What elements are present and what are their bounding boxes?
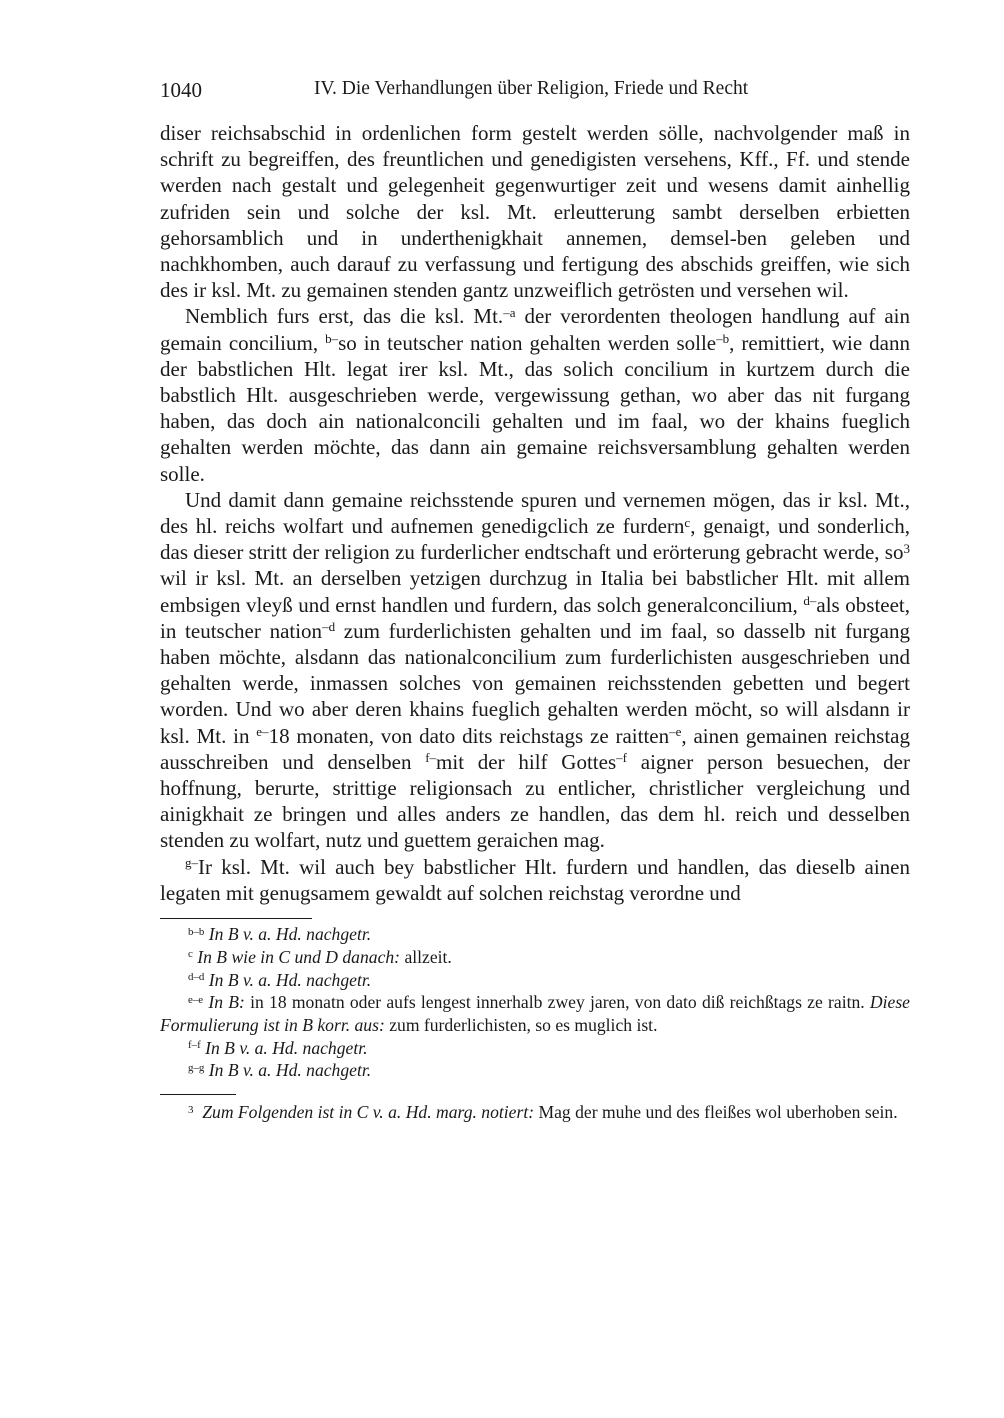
footnote-text: in 18 monatn oder aufs lengest innerhalb zwey jaren, von dato diß reichßtags ze raitn. — [244, 992, 870, 1013]
footnote-mark: c — [684, 514, 691, 530]
text-run: diser reichsabschid in ordenlichen form gestelt werden sölle, nachvolgender maß in schrift zu begreiffen, des freuntlichen und genedigisten versehens, Kff., Ff. und stende werden nach gestalt und gelegenheit gegenwurtiger zeit und wesens damit ainhellig zufriden sein und solche der ksl. Mt. erleutterung sambt derselben erbietten gehorsamblich und in underthenigkhait annemen, demsel-ben geleben und nachkhomben, auch darauf zu verfassung und fertigung des abschids greiffen, wie sich des ir ksl. Mt. zu gemainen stenden gantz unzweiflich getrösten und versehen wil. — [160, 121, 910, 303]
footnote-italic: In B v. a. Hd. nachgetr. — [208, 1060, 372, 1081]
text-run: der verordenten theologen handlung auf ain gemain concilium, — [160, 304, 910, 355]
text-run: zum furderlichisten gehalten und im faal, so dasselb nit furgang haben möchte, alsdann das nationalconcilium zum furderlichisten ausgeschrieben und gehalten werde, inmassen solches von gemainen reichsstenden gebetten und begert worden. Und wo aber deren khains fueglich gehalten werden möcht, so will alsdann ir ksl. Mt. in — [160, 618, 910, 748]
footnote-mark: f– — [425, 750, 437, 766]
text-run: wil ir ksl. Mt. an derselben yetzigen durchzug in Italia bei babstlicher Hlt. mit allem embsigen vleyß und ernst handlen und furdern, das solch generalconcilium, — [160, 566, 910, 617]
footnote-label: f–f — [188, 1039, 201, 1052]
footnote-mark: 3 — [903, 540, 910, 556]
footnote-italic: In B v. a. Hd. nachgetr. — [208, 969, 372, 990]
text-run: , ainen gemainen reichstag ausschreiben und denselben — [160, 723, 911, 774]
text-run: , remittiert, wie dann der babstlichen Hlt. legat irer ksl. Mt., das solich concilium in kurtzem durch die babstlich Hlt. ausgeschrieben werde, vergewissung gethan, wo aber das nit furgang haben, das doch ain nationalconcili gehalten und im faal, wo der khains fueglich gehalten werden möchte, das dann ain gemaine reichsversamblung gehalten werden solle. — [160, 330, 911, 486]
footnote-label: b–b — [188, 925, 205, 938]
footnote-italic: In B v. a. Hd. nachgetr. — [208, 924, 372, 945]
text-run: als obsteet, in teutscher nation — [160, 592, 911, 643]
footnote-text: Mag der muhe und des fleißes wol uberhoben sein. — [534, 1102, 898, 1123]
footnote-label: c — [188, 948, 193, 961]
running-title: IV. Die Verhandlungen über Religion, Friede und Recht — [314, 78, 749, 99]
page-number: 1040 — [160, 78, 202, 102]
text-run: , genaigt, und sonderlich, das dieser stritt der religion zu furderlicher endtschaft und erörterung gebracht werde, so — [160, 514, 910, 565]
paragraph — [160, 120, 910, 303]
footnote-mark: –e — [669, 724, 682, 740]
text-run: so in teutscher nation gehalten werden solle — [338, 330, 717, 355]
text-run: aigner person besuechen, der hoffnung, berurte, strittige religionsach zu entlicher, christlicher vergleichung und ainigkhait ze bringen und alles anders ze handlen, das dem hl. reich und desselben stenden zu wolfart, nutz und guettem geraichen mag. — [160, 749, 910, 853]
footnote-label: d–d — [188, 971, 205, 984]
footnote-italic: Diese Formulierung ist in B korr. aus: — [160, 992, 910, 1035]
text-run: mit der hilf Gottes — [436, 749, 617, 774]
main-text — [160, 120, 910, 906]
footnote-rule — [160, 918, 312, 919]
document-page — [160, 78, 910, 1124]
paragraph — [160, 854, 910, 906]
footnote — [160, 1101, 910, 1124]
footnote-mark: d– — [803, 593, 817, 609]
footnote-label: 3 — [188, 1103, 194, 1116]
footnote-mark: g– — [185, 855, 199, 871]
footnote-mark: –b — [716, 331, 730, 347]
text-run: Nemblich furs erst, das die ksl. Mt. — [185, 304, 504, 329]
footnote-mark: e– — [256, 724, 269, 740]
footnote-mark: –a — [503, 304, 516, 320]
footnote — [160, 1037, 910, 1060]
text-run: 18 monaten, von dato dits reichstags ze raitten — [268, 723, 670, 748]
footnote — [160, 991, 910, 1036]
footnote — [160, 1059, 910, 1082]
footnote-mark: b– — [325, 331, 339, 347]
footnote-label: e–e — [188, 993, 204, 1006]
variant-footnotes — [160, 923, 910, 1082]
footnote-label: g–g — [188, 1061, 205, 1074]
footnote-italic: In B v. a. Hd. nachgetr. — [205, 1037, 368, 1058]
footnote-mark: –d — [322, 619, 336, 635]
footnote-italic: In B wie in C und D danach: — [197, 946, 401, 967]
page-header — [160, 78, 910, 108]
text-run: Ir ksl. Mt. wil auch bey babstlicher Hlt. furdern und handlen, das dieselb ainen legaten mit genugsamem gewaldt auf solchen reichstag verordne und — [160, 854, 910, 905]
footnote-rule — [160, 1094, 236, 1095]
footnote-mark: –f — [616, 750, 627, 766]
footnote — [160, 969, 910, 992]
footnote — [160, 946, 910, 969]
commentary-footnotes — [160, 1101, 910, 1124]
text-run: Und damit dann gemaine reichsstende spuren und vernemen mögen, das ir ksl. Mt., des hl. reichs wolfart und aufnemen genedigclich ze furdern — [160, 487, 910, 539]
footnote-italic: In B: — [208, 992, 245, 1013]
paragraph — [160, 487, 910, 854]
footnote-text: allzeit. — [400, 946, 452, 967]
paragraph — [160, 303, 910, 486]
footnote-text: zum furderlichisten, so es muglich ist. — [384, 1014, 658, 1035]
footnote-italic: Zum Folgenden ist in C v. a. Hd. marg. notiert: — [202, 1102, 535, 1123]
footnote — [160, 923, 910, 946]
